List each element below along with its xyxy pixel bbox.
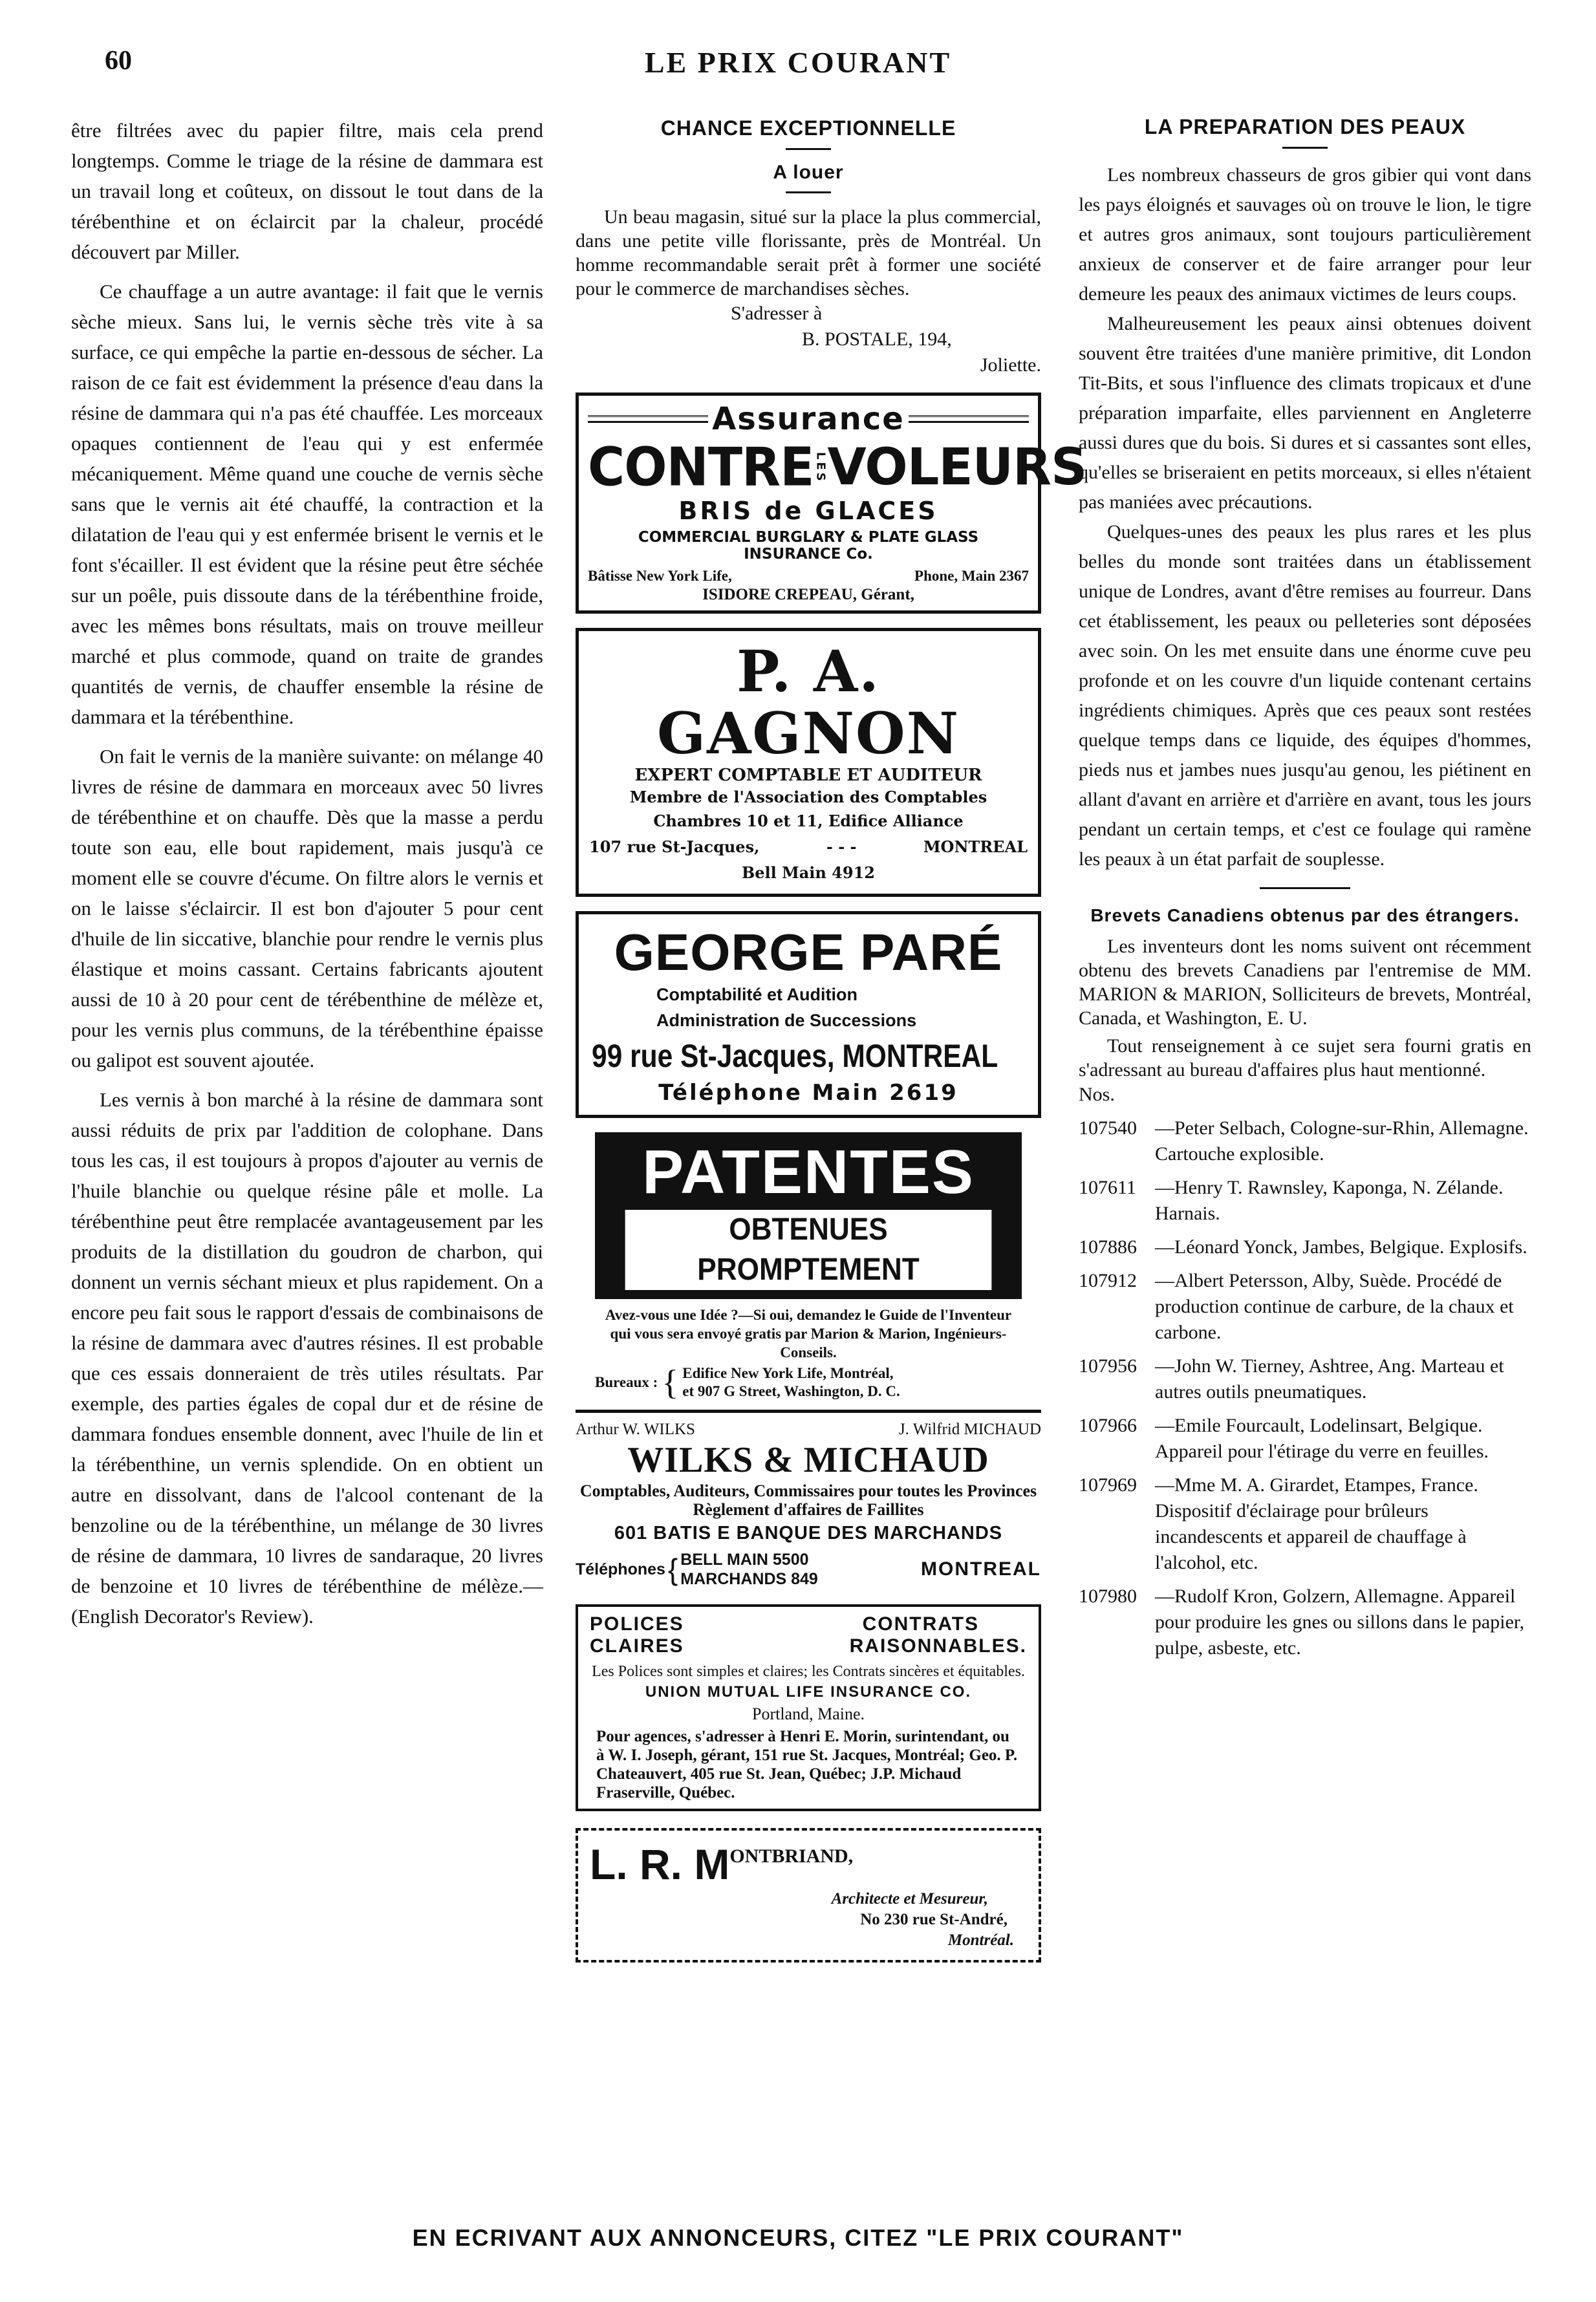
montbriand-line1: Architecte et Mesureur, bbox=[831, 1890, 988, 1908]
patent-text: —Mme M. A. Girardet, Etampes, France. Dispositif d'éclairage pour brûleurs incandescents et appareil de chauffage à l'alcohol, etc. bbox=[1155, 1474, 1478, 1573]
patentes-address-1: Edifice New York Life, Montréal, bbox=[682, 1365, 894, 1381]
list-item bbox=[1079, 1115, 1531, 1167]
polices-right-top: CONTRATS bbox=[862, 1613, 980, 1635]
chance-subtitle: A louer bbox=[773, 162, 844, 183]
patent-number: 107611 bbox=[1079, 1177, 1136, 1198]
patentes-bureaux-label: Bureaux : bbox=[595, 1374, 658, 1390]
assurance-manager: ISIDORE CREPEAU, Gérant, bbox=[702, 586, 914, 603]
patent-text: —Rudolf Kron, Golzern, Allemagne. Appareil pour produire les gnes ou sillons dans le papier, pulpe, asbeste, etc. bbox=[1155, 1586, 1525, 1659]
divider bbox=[1282, 147, 1328, 149]
brace-icon: { bbox=[662, 1363, 679, 1402]
article-paragraph: Quelques-unes des peaux les plus rares et les plus belles du monde sont traitées dans un établissement unique de Londres, avant d'être remises au fourreur. Dans cet établissement, les peaux ou pelleteries sont déposées avec soin. On les met ensuite dans une énorme cuve peu profonde et on les couvre d'un liquide contenant certains ingrédients chimiques. Après que ces peaux sont restées quelque temps dans ce liquide, des équipes d'hommes, pieds nus et jambes nues jusqu'au genou, les piétinent en allant d'avant en arrière et d'arrière en avant, tous les jours pendant un certain temps, et c'est ce foulage qui ramène les peaux à un état parfait de souplesse. bbox=[1079, 521, 1531, 870]
right-column bbox=[1079, 115, 1531, 1661]
page-footer: EN ECRIVANT AUX ANNONCEURS, CITEZ "LE PRIX COURANT" bbox=[412, 2224, 1184, 2251]
patent-number: 107966 bbox=[1079, 1415, 1137, 1436]
article-paragraph: Les vernis à bon marché à la résine de dammara sont aussi réduits de prix par l'addition de colophane. Dans tous les cas, il est toujours à propos d'ajouter au vernis de l'huile blanchie ou quelque résine pâle et molle. La térébenthine peut être remplacée avantageusement par les produits de la distillation du goudron de charbon, qui donnent un vernis séchant mieux et plus rapidement. On a encore peu fait sous le rapport d'essais de combinaisons de la résine de dammara avec d'autres résines. Il est probable que ces essais donneraient de très utiles résultats. Par exemple, des parties égales de copal dur et de résine de dammara fondues ensemble donnent, avec l'huile de lin et la térébenthine, un vernis splendide. On en obtient un autre en dissolvant, dans de l'alcool contenant de la benzoline ou de la térébenthine, un mélange de 30 livres de résine de dammara, 10 livres de sandaraque, 20 livres de benzoine et 10 livres de térébenthine de mélèze.— (English Decorator's Review). bbox=[71, 1088, 543, 1628]
brevets-note: Tout renseignement à ce sujet sera fourni gratis en s'adressant au bureau d'affaires plus haut mentionné. bbox=[1079, 1035, 1531, 1081]
patent-text: —Emile Fourcault, Lodelinsart, Belgique. Appareil pour l'étirage du verre en feuilles. bbox=[1155, 1415, 1489, 1462]
wilks-title: WILKS & MICHAUD bbox=[627, 1440, 989, 1480]
gagnon-line2: Membre de l'Association des Comptables bbox=[629, 788, 987, 806]
montbriand-ad bbox=[576, 1828, 1041, 1963]
chance-notice bbox=[576, 116, 1041, 378]
gagnon-line1: EXPERT COMPTABLE ET AUDITEUR bbox=[634, 766, 982, 785]
gagnon-phone: Bell Main 4912 bbox=[742, 863, 875, 882]
assurance-contre: CONTRE bbox=[588, 436, 814, 499]
divider bbox=[576, 1410, 1041, 1413]
wilks-city: MONTREAL bbox=[921, 1558, 1041, 1580]
chance-address-3: Joliette. bbox=[980, 354, 1041, 376]
pare-line4: Téléphone Main 2619 bbox=[658, 1080, 958, 1106]
polices-ad bbox=[576, 1604, 1041, 1811]
gagnon-name: P. A. GAGNON bbox=[656, 638, 960, 767]
polices-city: Portland, Maine. bbox=[751, 1705, 865, 1723]
chance-title: CHANCE EXCEPTIONNELLE bbox=[660, 116, 956, 140]
list-item bbox=[1079, 1413, 1531, 1465]
patent-number: 107956 bbox=[1079, 1355, 1137, 1377]
polices-right-bottom: RAISONNABLES. bbox=[849, 1635, 1027, 1657]
list-item bbox=[1079, 1472, 1531, 1576]
article-paragraph: être filtrées avec du papier filtre, mais cela prend longtemps. Comme le triage de la résine de dammara est un travail long et coûteux, on dissout le tout dans de la térébenthine et on éclaircit par la chaleur, procédé découvert par Miller. bbox=[71, 119, 543, 263]
wilks-line1: Comptables, Auditeurs, Commissaires pour toutes les Provinces bbox=[579, 1481, 1037, 1500]
gagnon-dashes: - - - bbox=[826, 837, 857, 856]
list-item bbox=[1079, 1234, 1531, 1260]
patentes-title: PATENTES bbox=[642, 1137, 975, 1207]
wilks-line3: 601 BATIS E BANQUE DES MARCHANDS bbox=[614, 1523, 1003, 1544]
wilks-phone-2: MARCHANDS 849 bbox=[680, 1570, 818, 1588]
wilks-right-name: J. Wilfrid MICHAUD bbox=[898, 1421, 1041, 1438]
divider bbox=[1260, 887, 1350, 889]
assurance-ad bbox=[576, 393, 1087, 614]
patent-number: 107980 bbox=[1079, 1586, 1137, 1607]
chance-address-1: S'adresser à bbox=[731, 303, 823, 324]
assurance-bris: BRIS de GLACES bbox=[678, 497, 938, 525]
article-paragraph: On fait le vernis de la manière suivante: on mélange 40 livres de résine de dammara en morceaux avec 50 livres de térébenthine et on chauffe. Dès que la masse a perdu toute son eau, elle bout rapidement, mais jusqu'à ce moment elle se couvre d'écume. On filtre alors le vernis et on le laisse s'éclaircir. Il est bon d'ajouter 5 pour cent d'huile de lin siccative, blanchie pour rendre le vernis plus élastique et moins cassant. Certains fabricants ajoutent aussi de 10 à 20 pour cent de térébenthine de mélèze et, pour les vernis plus communs, de la térébenthine épaisse ou galipot est souvent ajoutée. bbox=[71, 745, 543, 1071]
divider bbox=[786, 191, 831, 193]
running-title: LE PRIX COURANT bbox=[644, 46, 952, 79]
pare-line1: Comptabilité et Audition bbox=[656, 985, 857, 1004]
polices-agents: Pour agences, s'adresser à Henri E. Morin, surintendant, ou à W. I. Joseph, gérant, 151 rue St. Jacques, Montréal; Geo. P. Chateauvert, 405 rue St. Jean, Québec; J.P. Michaud Fraserville, Québec. bbox=[596, 1728, 1018, 1802]
montbriand-name: ONTBRIAND, bbox=[729, 1845, 854, 1867]
chance-body: Un beau magasin, situé sur la place la plus commercial, dans une petite ville florissante, près de Montréal. Un homme recommandable serait prêt à former une société pour le commerce de marchandises sèches. bbox=[576, 206, 1041, 299]
article-paragraph: Les nombreux chasseurs de gros gibier qui vont dans les pays éloignés et sauvages où on trouve le lion, le tigre et autres gros animaux, sont toujours particulièrement anxieux de conserver et de faire arranger pour leur demeure les peaux des animaux victimes de leurs coups. bbox=[1079, 164, 1531, 305]
polices-company: UNION MUTUAL LIFE INSURANCE CO. bbox=[645, 1683, 972, 1701]
patentes-banner bbox=[595, 1132, 1022, 1299]
polices-left-bottom: CLAIRES bbox=[590, 1635, 684, 1657]
gagnon-line3: Chambres 10 et 11, Edifice Alliance bbox=[653, 812, 964, 830]
divider bbox=[786, 148, 831, 150]
patentes-address-2: et 907 G Street, Washington, D. C. bbox=[682, 1383, 900, 1399]
assurance-phone: Phone, Main 2367 bbox=[914, 568, 1029, 584]
patentes-text: Avez-vous une Idée ?—Si oui, demandez le Guide de l'Inventeur qui vous sera envoyé gratis par Marion & Marion, Ingénieurs-Conseils. bbox=[605, 1307, 1012, 1361]
pare-name: GEORGE PARÉ bbox=[614, 923, 1003, 981]
patent-text: —Peter Selbach, Cologne-sur-Rhin, Allemagne. Cartouche explosible. bbox=[1155, 1117, 1529, 1165]
nos-label: Nos. bbox=[1079, 1084, 1115, 1105]
assurance-top: Assurance bbox=[712, 401, 905, 437]
patent-number: 107540 bbox=[1079, 1117, 1137, 1139]
chance-address-2: B. POSTALE, 194, bbox=[802, 328, 952, 350]
assurance-voleurs: VOLEURS bbox=[827, 438, 1087, 497]
patent-text: —Henry T. Rawnsley, Kaponga, N. Zélande. Harnais. bbox=[1155, 1177, 1504, 1224]
list-item bbox=[1079, 1175, 1531, 1227]
patentes-ad bbox=[576, 1132, 1041, 1401]
montbriand-line3: Montréal. bbox=[947, 1931, 1014, 1949]
gagnon-city: MONTREAL bbox=[923, 837, 1028, 856]
patent-number: 107912 bbox=[1079, 1270, 1137, 1291]
wilks-phones-label: Téléphones bbox=[576, 1560, 665, 1578]
gagnon-street: 107 rue St-Jacques, bbox=[589, 837, 760, 856]
polices-line1: Les Polices sont simples et claires; les Contrats sincères et équitables. bbox=[592, 1663, 1025, 1680]
list-item bbox=[1079, 1268, 1531, 1346]
wilks-line2: Règlement d'affaires de Faillites bbox=[693, 1500, 924, 1519]
assurance-les: LES bbox=[814, 451, 828, 484]
patent-text: —John W. Tierney, Ashtree, Ang. Marteau et autres outils pneumatiques. bbox=[1155, 1355, 1504, 1403]
patent-text: —Albert Petersson, Alby, Suède. Procédé de production continue de carbure, de la chaux et carbone. bbox=[1155, 1270, 1514, 1343]
page-number: 60 bbox=[105, 46, 132, 76]
patent-text: —Léonard Yonck, Jambes, Belgique. Explosifs. bbox=[1155, 1236, 1527, 1258]
article-paragraph: Ce chauffage a un autre avantage: il fait que le vernis sèche mieux. Sans lui, le vernis sèche très vite à sa surface, ce qui empêche la partie en-dessous de sécher. La raison de ce fait est évidemment la présence d'eau dans la résine de dammara qui n'a pas été chauffée. Les morceaux opaques contiennent de l'eau qui y est enfermée mécaniquement. Même quand une couche de vernis sèche sans que le vernis ait été chauffé, la contraction et la dilatation de l'eau qui y est enfermée brisent le vernis et le font s'écailler. Il est évident que la résine peut être séchée sur un poêle, puis dissoute dans de la térébenthine froide, avec les mêmes bons résultats, mais on trouve meilleur marché et plus commode, quand on traite de grandes quantités de vernis, de chauffer ensemble la résine de dammara et la térébenthine. bbox=[71, 280, 543, 728]
pare-line2: Administration de Successions bbox=[656, 1011, 917, 1030]
article-paragraph: Malheureusement les peaux ainsi obtenues doivent souvent être traitées d'une manière primitive, dit London Tit-Bits, et sous l'influence des climats tropicaux et d'une préparation imparfaite, elles parviennent en Angleterre aussi dures que du bois. Si dures et si cassantes sont elles, qu'elles se briseraient en petits morceaux, si elles n'étaient pas maniées avec précautions. bbox=[1079, 313, 1531, 513]
patentes-subtitle: OBTENUES PROMPTEMENT bbox=[625, 1210, 992, 1290]
wilks-ad bbox=[576, 1421, 1041, 1589]
left-column bbox=[71, 115, 543, 1631]
middle-column bbox=[576, 115, 1087, 1963]
pare-line3: 99 rue St-Jacques, MONTREAL bbox=[592, 1038, 998, 1074]
patent-list bbox=[1079, 1115, 1531, 1661]
montbriand-line2: No 230 rue St-André, bbox=[860, 1911, 1008, 1928]
brevets-title: Brevets Canadiens obtenus par des étrangers. bbox=[1090, 905, 1520, 925]
divider bbox=[588, 415, 708, 423]
assurance-company: COMMERCIAL BURGLARY & PLATE GLASS INSURANCE Co. bbox=[638, 529, 979, 563]
brace-icon: { bbox=[667, 1553, 678, 1586]
polices-left-top: POLICES bbox=[590, 1613, 684, 1635]
divider bbox=[909, 415, 1029, 423]
pare-ad bbox=[576, 911, 1041, 1118]
wilks-phone-1: BELL MAIN 5500 bbox=[680, 1551, 809, 1569]
montbriand-initials: L. R. M bbox=[590, 1840, 730, 1888]
patent-number: 107886 bbox=[1079, 1236, 1137, 1258]
assurance-address: Bâtisse New York Life, bbox=[588, 568, 732, 584]
patent-number: 107969 bbox=[1079, 1474, 1137, 1496]
list-item bbox=[1079, 1353, 1531, 1405]
gagnon-ad bbox=[576, 628, 1041, 897]
list-item bbox=[1079, 1584, 1531, 1661]
peaux-title: LA PREPARATION DES PEAUX bbox=[1144, 115, 1466, 138]
wilks-left-name: Arthur W. WILKS bbox=[576, 1421, 695, 1438]
brevets-intro: Les inventeurs dont les noms suivent ont récemment obtenu des brevets Canadiens par l'entremise de MM. MARION & MARION, Solliciteurs de brevets, Montréal, Canada, et Washington, E. U. bbox=[1079, 936, 1531, 1029]
